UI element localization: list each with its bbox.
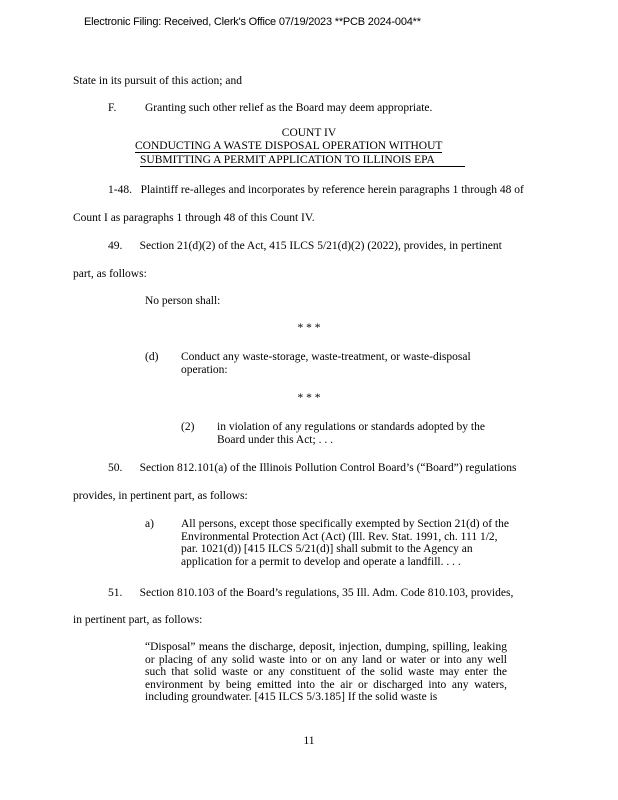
count-title-line1 [135,140,442,153]
para-51-line1: 51. Section 810.103 of the Board’s regulations, 35 Ill. Adm. Code 810.103, provides, [108,587,514,599]
count-title-line1-text: CONDUCTING A WASTE DISPOSAL OPERATION WITHOUT [135,140,443,152]
subsection-a-label: a) [145,518,154,530]
para-1-48-line2: Count I as paragraphs 1 through 48 of this Count IV. [73,212,315,224]
count-title-line2-text: SUBMITTING A PERMIT APPLICATION TO ILLINOIS EPA [140,154,465,167]
page-number: 11 [303,735,315,747]
para-50-line1: 50. Section 812.101(a) of the Illinois Pollution Control Board’s (“Board”) regulations [108,462,517,474]
count-title-line2 [140,154,465,167]
disposal-definition-quote: “Disposal” means the discharge, deposit, injection, dumping, spilling, leaking or placing of any solid waste into or on any land or water or into any well such that solid waste or any constituent of the solid waste may enter the environment by being emitted into the air or discharged into any waters, including groundwater. [415 ILCS 5/3.185] If the solid waste is [145,641,507,703]
item-f-letter: F. [108,102,117,114]
para-51-line2: in pertinent part, as follows: [73,614,203,626]
para-49-line1: 49. Section 21(d)(2) of the Act, 415 ILCS 5/21(d)(2) (2022), provides, in pertinent [108,240,502,252]
count-number: COUNT IV [281,127,337,139]
filing-stamp: Electronic Filing: Received, Clerk's Office 07/19/2023 **PCB 2024-004** [84,16,421,28]
para-50-line2: provides, in pertinent part, as follows: [73,490,248,502]
subsection-d-text: Conduct any waste-storage, waste-treatment, or waste-disposal operation: [181,351,471,376]
ellipsis-stars: * * * [297,392,321,404]
para-1-48-line1: 1-48. Plaintiff re-alleges and incorporates by reference herein paragraphs 1 through 48 of [108,184,524,196]
ellipsis-stars: * * * [297,322,321,334]
quote-intro: No person shall: [145,295,221,307]
subsection-a-text: All persons, except those specifically exempted by Section 21(d) of the Environmental Protection Act (Act) (Ill. Rev. Stat. 1991, ch. 111 1/2, par. 1021(d)) [415 ILCS 5/21(d)] shall submit to the Agency an application for a permit to develop and operate a landfill. . . . [181,518,509,568]
item-f-text: Granting such other relief as the Board may deem appropriate. [145,102,433,114]
paragraph-continuation: State in its pursuit of this action; and [73,75,242,87]
subsection-d-label: (d) [145,351,159,363]
subsection-2-label: (2) [181,421,195,433]
subsection-2-text: in violation of any regulations or standards adopted by the Board under this Act; . . . [217,421,485,446]
para-49-line2: part, as follows: [73,268,147,280]
